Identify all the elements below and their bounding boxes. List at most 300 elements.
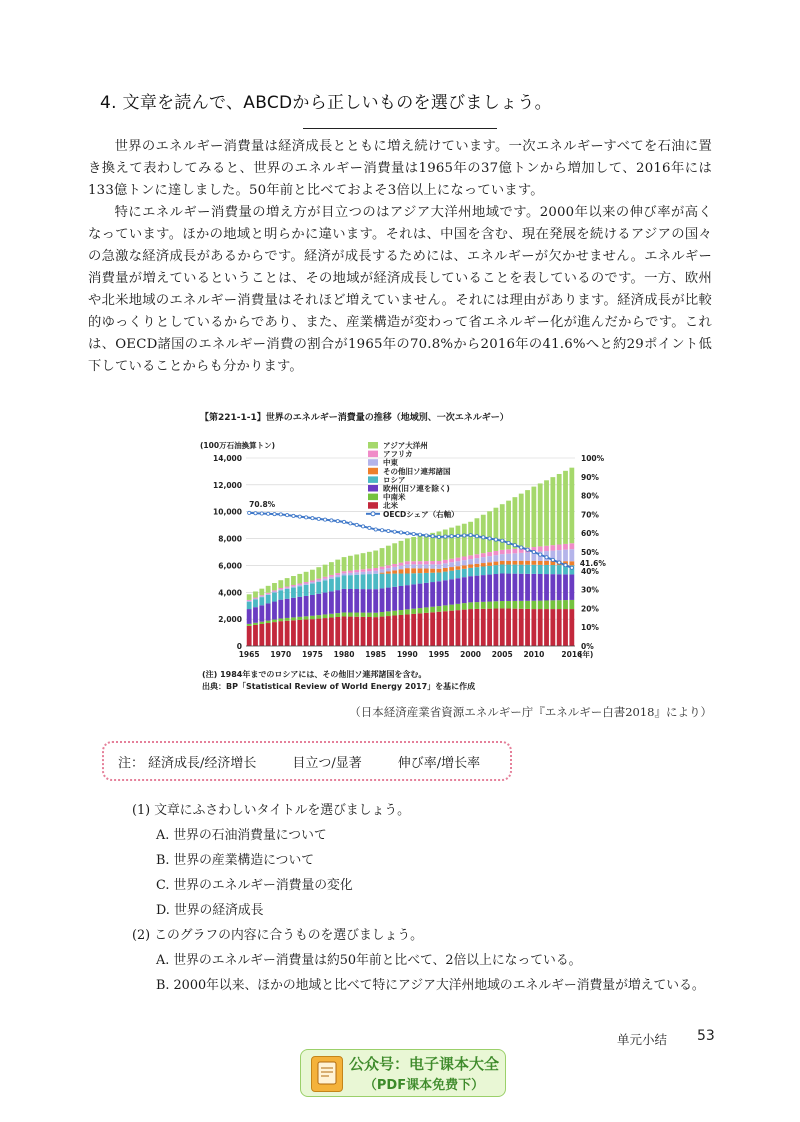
bar-segment <box>285 589 290 599</box>
y2-tick-label: 20% <box>581 604 599 614</box>
y2-tick-label: 90% <box>581 472 599 482</box>
x-tick-label: 2010 <box>523 650 545 659</box>
bar-segment <box>506 601 511 609</box>
bar-segment <box>506 554 511 561</box>
y-tick-label: 10,000 <box>213 507 242 517</box>
bar-segment <box>348 575 353 589</box>
bar-segment <box>253 591 258 597</box>
bar-segment <box>259 596 264 597</box>
bar-segment <box>557 600 562 609</box>
y-tick-label: 14,000 <box>213 454 242 463</box>
bar-segment <box>348 573 353 575</box>
bar-segment <box>550 574 555 600</box>
bar-segment <box>386 588 391 612</box>
bar-segment <box>259 597 264 605</box>
y2-tick-label: 70% <box>581 510 599 520</box>
bar-segment <box>354 570 359 572</box>
bar-segment <box>512 549 517 554</box>
bar-segment <box>247 609 252 624</box>
stamp-line-2: （PDF课本免费下） <box>363 1078 485 1093</box>
bar-segment <box>468 568 473 576</box>
bar-segment <box>342 573 347 575</box>
bar-segment <box>316 619 321 646</box>
bar-segment <box>335 560 340 573</box>
bar-segment <box>418 613 423 646</box>
bar-segment <box>392 570 397 573</box>
bar-segment <box>278 621 283 646</box>
oecd-share-point <box>368 526 371 529</box>
bar-segment <box>348 556 353 571</box>
bar-segment <box>323 614 328 618</box>
bar-segment <box>487 562 492 566</box>
bar-segment <box>380 574 385 589</box>
bar-segment <box>392 574 397 587</box>
question-2-option-b[interactable]: B. 2000年以来、ほかの地域と比べて特にアジア大洋州地域のエネルギー消費量が増えている。 <box>156 978 705 993</box>
bar-segment <box>373 574 378 589</box>
oecd-share-point <box>437 535 440 538</box>
legend-swatch <box>368 502 378 509</box>
bar-segment <box>525 565 530 574</box>
bar-segment <box>500 601 505 608</box>
bar-segment <box>569 574 574 600</box>
bar-segment <box>500 504 505 550</box>
bar-segment <box>316 567 321 578</box>
x-tick-label: 1995 <box>428 650 450 659</box>
bar-segment <box>373 589 378 613</box>
bar-segment <box>557 609 562 646</box>
bar-segment <box>519 565 524 574</box>
oecd-share-point <box>488 537 491 540</box>
bar-segment <box>424 583 429 608</box>
bar-segment <box>437 581 442 606</box>
bar-segment <box>531 561 536 565</box>
bar-segment <box>310 582 315 583</box>
bar-segment <box>487 575 492 602</box>
bar-segment <box>512 574 517 601</box>
bar-segment <box>462 569 467 577</box>
energy-chart-figure <box>200 410 610 700</box>
bar-segment <box>525 561 530 565</box>
bar-segment <box>380 588 385 612</box>
bar-segment <box>278 590 283 599</box>
bar-segment <box>316 615 321 618</box>
legend-swatch <box>368 459 378 466</box>
bar-segment <box>481 563 486 566</box>
x-tick-label: 1985 <box>365 650 387 659</box>
bar-segment <box>456 570 461 578</box>
bar-segment <box>487 556 492 562</box>
bar-segment <box>512 565 517 574</box>
bar-segment <box>291 588 296 598</box>
bar-segment <box>424 561 429 564</box>
y2-tick-label: 60% <box>581 529 599 539</box>
oecd-share-point <box>501 539 504 542</box>
bar-segment <box>367 589 372 613</box>
bar-segment <box>342 612 347 616</box>
bar-segment <box>354 554 359 569</box>
bar-segment <box>386 568 391 571</box>
bar-segment <box>418 573 423 584</box>
bar-segment <box>443 611 448 646</box>
bar-segment <box>538 609 543 646</box>
bar-segment <box>462 577 467 603</box>
watermark-stamp <box>300 1049 506 1097</box>
bar-segment <box>449 605 454 611</box>
bar-segment <box>329 579 334 592</box>
bar-segment <box>329 614 334 618</box>
bar-segment <box>323 580 328 592</box>
bar-segment <box>323 618 328 646</box>
oecd-share-point <box>482 536 485 539</box>
oecd-share-point <box>551 558 554 561</box>
bar-segment <box>259 624 264 646</box>
y-tick-label: 2,000 <box>218 615 242 625</box>
bar-segment <box>259 622 264 624</box>
bar-segment <box>557 574 562 600</box>
bar-segment <box>253 598 258 599</box>
oecd-share-point <box>330 519 333 522</box>
unit-label: 单元小结 <box>617 1032 668 1047</box>
data-annotation: 41.6% <box>579 558 606 568</box>
vocabulary-note-box <box>102 741 512 781</box>
bar-segment <box>304 585 309 596</box>
bar-segment <box>550 565 555 574</box>
bar-segment <box>494 609 499 646</box>
bar-segment <box>430 569 435 573</box>
x-tick-label: 2000 <box>460 650 482 659</box>
bar-segment <box>399 610 404 615</box>
bar-segment <box>424 613 429 646</box>
legend-label: ロシア <box>383 475 406 485</box>
bar-segment <box>310 616 315 619</box>
bar-segment <box>399 574 404 586</box>
y-tick-label: 6,000 <box>218 561 242 571</box>
bar-segment <box>437 561 442 564</box>
legend-swatch <box>368 442 378 449</box>
bar-segment <box>475 609 480 646</box>
bar-segment <box>380 573 385 574</box>
legend-label: その他旧ソ連邦諸国 <box>383 466 451 476</box>
bar-segment <box>424 564 429 568</box>
bar-segment <box>569 609 574 646</box>
legend-swatch <box>368 451 378 458</box>
bar-segment <box>361 617 366 646</box>
bar-segment <box>399 569 404 573</box>
bar-segment <box>272 593 277 602</box>
legend-label: 北米 <box>383 501 398 511</box>
y-axis-label: (100万石油換算トン) <box>200 441 276 450</box>
bar-segment <box>569 549 574 561</box>
bar-segment <box>253 599 258 607</box>
bar-segment <box>392 543 397 564</box>
bar-segment <box>405 614 410 646</box>
bar-segment <box>380 548 385 567</box>
oecd-share-point <box>431 535 434 538</box>
x-axis-unit: (年) <box>579 650 594 659</box>
bar-segment <box>531 487 536 547</box>
bar-segment <box>411 573 416 584</box>
bar-segment <box>380 567 385 570</box>
bar-segment <box>468 576 473 602</box>
oecd-share-point <box>463 534 466 537</box>
bar-segment <box>569 600 574 609</box>
oecd-share-point <box>355 523 358 526</box>
bar-segment <box>392 611 397 616</box>
bar-segment <box>512 553 517 561</box>
chart-caption: 【第221-1-1】世界のエネルギー消費量の推移（地域別、一次エネルギー） <box>200 413 509 423</box>
bar-segment <box>304 582 309 584</box>
bar-segment <box>297 597 302 617</box>
bar-segment <box>487 511 492 552</box>
bar-segment <box>519 561 524 565</box>
bar-segment <box>462 560 467 565</box>
bar-segment <box>481 602 486 609</box>
bar-segment <box>367 613 372 617</box>
bar-segment <box>494 601 499 608</box>
bar-segment <box>304 620 309 646</box>
question-1-option-a[interactable]: A. 世界の石油消費量について <box>156 828 327 843</box>
y2-tick-label: 10% <box>581 623 599 633</box>
bar-segment <box>418 608 423 613</box>
bar-segment <box>342 557 347 571</box>
bar-segment <box>291 620 296 646</box>
bar-segment <box>259 595 264 596</box>
bar-segment <box>430 612 435 646</box>
bar-segment <box>437 573 442 582</box>
bar-segment <box>487 552 492 556</box>
oecd-share-point <box>273 512 276 515</box>
question-2-stem: (2) このグラフの内容に合うものを選びましょう。 <box>132 928 423 943</box>
bar-segment <box>266 595 271 604</box>
bar-segment <box>354 575 359 589</box>
bar-segment <box>475 576 480 602</box>
bar-segment <box>285 618 290 621</box>
bar-segment <box>259 589 264 595</box>
bar-segment <box>354 613 359 617</box>
bar-segment <box>538 601 543 609</box>
bar-segment <box>386 611 391 616</box>
legend-swatch <box>368 476 378 483</box>
bar-segment <box>310 595 315 616</box>
bar-segment <box>487 609 492 646</box>
bar-segment <box>411 584 416 608</box>
bar-segment <box>266 593 271 594</box>
bar-segment <box>411 568 416 573</box>
bar-segment <box>399 586 404 610</box>
bar-segment <box>430 561 435 564</box>
x-tick-label: 1970 <box>270 650 292 659</box>
bar-segment <box>437 612 442 646</box>
oecd-share-point <box>279 513 282 516</box>
answer-underline <box>303 128 497 129</box>
book-icon <box>311 1056 343 1092</box>
bar-segment <box>297 620 302 646</box>
bar-segment <box>538 546 543 551</box>
legend-swatch <box>371 512 375 516</box>
legend-label: OECDシェア（右軸） <box>383 509 459 519</box>
bar-segment <box>418 561 423 564</box>
bar-segment <box>475 554 480 558</box>
bar-segment <box>531 574 536 601</box>
bar-segment <box>247 626 252 646</box>
legend-label: 欧州(旧ソ連を除く) <box>383 484 450 493</box>
y2-tick-label: 80% <box>581 491 599 501</box>
bar-segment <box>285 578 290 586</box>
bar-segment <box>475 564 480 567</box>
bar-segment <box>310 570 315 581</box>
bar-segment <box>494 565 499 574</box>
vocabulary-note <box>118 752 516 771</box>
legend-label: 中南米 <box>383 492 406 502</box>
bar-segment <box>354 572 359 575</box>
bar-segment <box>386 616 391 646</box>
bar-segment <box>443 572 448 581</box>
bar-segment <box>342 589 347 613</box>
x-tick-label: 2016 <box>561 650 583 659</box>
question-1-option-c[interactable]: C. 世界のエネルギー消費量の変化 <box>156 878 353 893</box>
x-tick-label: 1980 <box>333 650 355 659</box>
oecd-share-point <box>494 538 497 541</box>
bar-segment <box>247 601 252 602</box>
bar-segment <box>342 576 347 589</box>
bar-segment <box>550 545 555 550</box>
vocab-item: 目立つ/显著 <box>292 756 362 771</box>
oecd-share-point <box>336 520 339 523</box>
bar-segment <box>285 621 290 646</box>
bar-segment <box>494 555 499 561</box>
oecd-share-point <box>267 512 270 515</box>
bar-segment <box>310 584 315 595</box>
bar-segment <box>487 566 492 575</box>
bar-segment <box>468 609 473 646</box>
bar-segment <box>392 587 397 611</box>
bar-segment <box>462 556 467 560</box>
oecd-share-point <box>469 533 472 536</box>
bar-segment <box>278 589 283 590</box>
question-1-option-b[interactable]: B. 世界の産業構造について <box>156 853 315 868</box>
oecd-share-point <box>323 518 326 521</box>
bar-segment <box>525 601 530 609</box>
bar-segment <box>525 490 530 547</box>
bar-segment <box>373 571 378 574</box>
bar-segment <box>361 572 366 575</box>
bar-segment <box>278 618 283 621</box>
bar-segment <box>367 617 372 646</box>
bar-segment <box>335 617 340 646</box>
oecd-share-point <box>298 515 301 518</box>
legend-label: 中東 <box>383 458 398 468</box>
bar-segment <box>405 573 410 585</box>
oecd-share-point <box>349 522 352 525</box>
oecd-share-point <box>570 566 573 569</box>
bar-segment <box>348 612 353 616</box>
bar-segment <box>272 592 277 593</box>
bar-segment <box>481 553 486 557</box>
bar-segment <box>266 621 271 623</box>
oecd-share-point <box>380 529 383 532</box>
bar-segment <box>418 584 423 608</box>
bar-segment <box>272 622 277 646</box>
bar-segment <box>278 580 283 588</box>
bar-segment <box>443 530 448 560</box>
bar-segment <box>456 610 461 646</box>
oecd-share-point <box>393 530 396 533</box>
y2-tick-label: 100% <box>581 454 605 463</box>
bar-segment <box>297 583 302 584</box>
oecd-share-point <box>450 535 453 538</box>
figure-credit: （日本経済産業省資源エネルギー庁『エネルギー白書2018』により） <box>349 705 712 719</box>
bar-segment <box>392 564 397 567</box>
data-annotation: 70.8% <box>249 499 276 509</box>
bar-segment <box>456 566 461 570</box>
oecd-share-point <box>305 516 308 519</box>
oecd-share-point <box>374 528 377 531</box>
bar-segment <box>437 569 442 573</box>
bar-segment <box>468 564 473 567</box>
bar-segment <box>462 603 467 609</box>
page-number: 53 <box>697 1028 715 1044</box>
bar-segment <box>475 558 480 564</box>
y-tick-label: 4,000 <box>218 588 242 598</box>
bar-segment <box>411 614 416 646</box>
bar-segment <box>247 602 252 609</box>
bar-segment <box>253 625 258 646</box>
bar-segment <box>462 610 467 646</box>
question-2-option-a[interactable]: A. 世界のエネルギー消費量は約50年前と比べて、2倍以上になっている。 <box>156 953 582 968</box>
oecd-share-point <box>286 514 289 517</box>
bar-segment <box>335 573 340 575</box>
bar-segment <box>367 574 372 589</box>
bar-segment <box>386 546 391 566</box>
bar-segment <box>525 574 530 601</box>
bar-segment <box>519 574 524 601</box>
oecd-share-point <box>361 525 364 528</box>
bar-segment <box>449 562 454 567</box>
bar-segment <box>285 588 290 589</box>
bar-segment <box>443 568 448 572</box>
bar-segment <box>361 553 366 569</box>
question-1-option-d[interactable]: D. 世界の経済成長 <box>156 903 264 918</box>
bar-segment <box>285 586 290 587</box>
bar-segment <box>272 590 277 591</box>
bar-segment <box>297 574 302 584</box>
bar-segment <box>304 616 309 619</box>
bar-segment <box>399 563 404 566</box>
bar-segment <box>563 550 568 562</box>
oecd-share-point <box>317 517 320 520</box>
bar-segment <box>380 617 385 646</box>
bar-segment <box>335 590 340 613</box>
bar-segment <box>335 613 340 617</box>
bar-segment <box>475 567 480 575</box>
bar-segment <box>437 564 442 568</box>
oecd-share-point <box>254 512 257 515</box>
bar-segment <box>373 551 378 568</box>
bar-segment <box>259 605 264 621</box>
reading-passage <box>88 136 712 378</box>
bar-segment <box>348 617 353 646</box>
bar-segment <box>449 567 454 571</box>
note-label: 注： <box>118 756 145 771</box>
oecd-share-point <box>248 511 251 514</box>
bar-segment <box>481 609 486 646</box>
bar-segment <box>329 577 334 579</box>
chart-source: 出典：BP「Statistical Review of World Energy 2017」を基に作成 <box>202 682 476 691</box>
oecd-share-point <box>513 544 516 547</box>
legend-label: アジア大洋州 <box>383 441 428 450</box>
y2-tick-label: 0% <box>581 642 594 651</box>
oecd-share-point <box>387 529 390 532</box>
